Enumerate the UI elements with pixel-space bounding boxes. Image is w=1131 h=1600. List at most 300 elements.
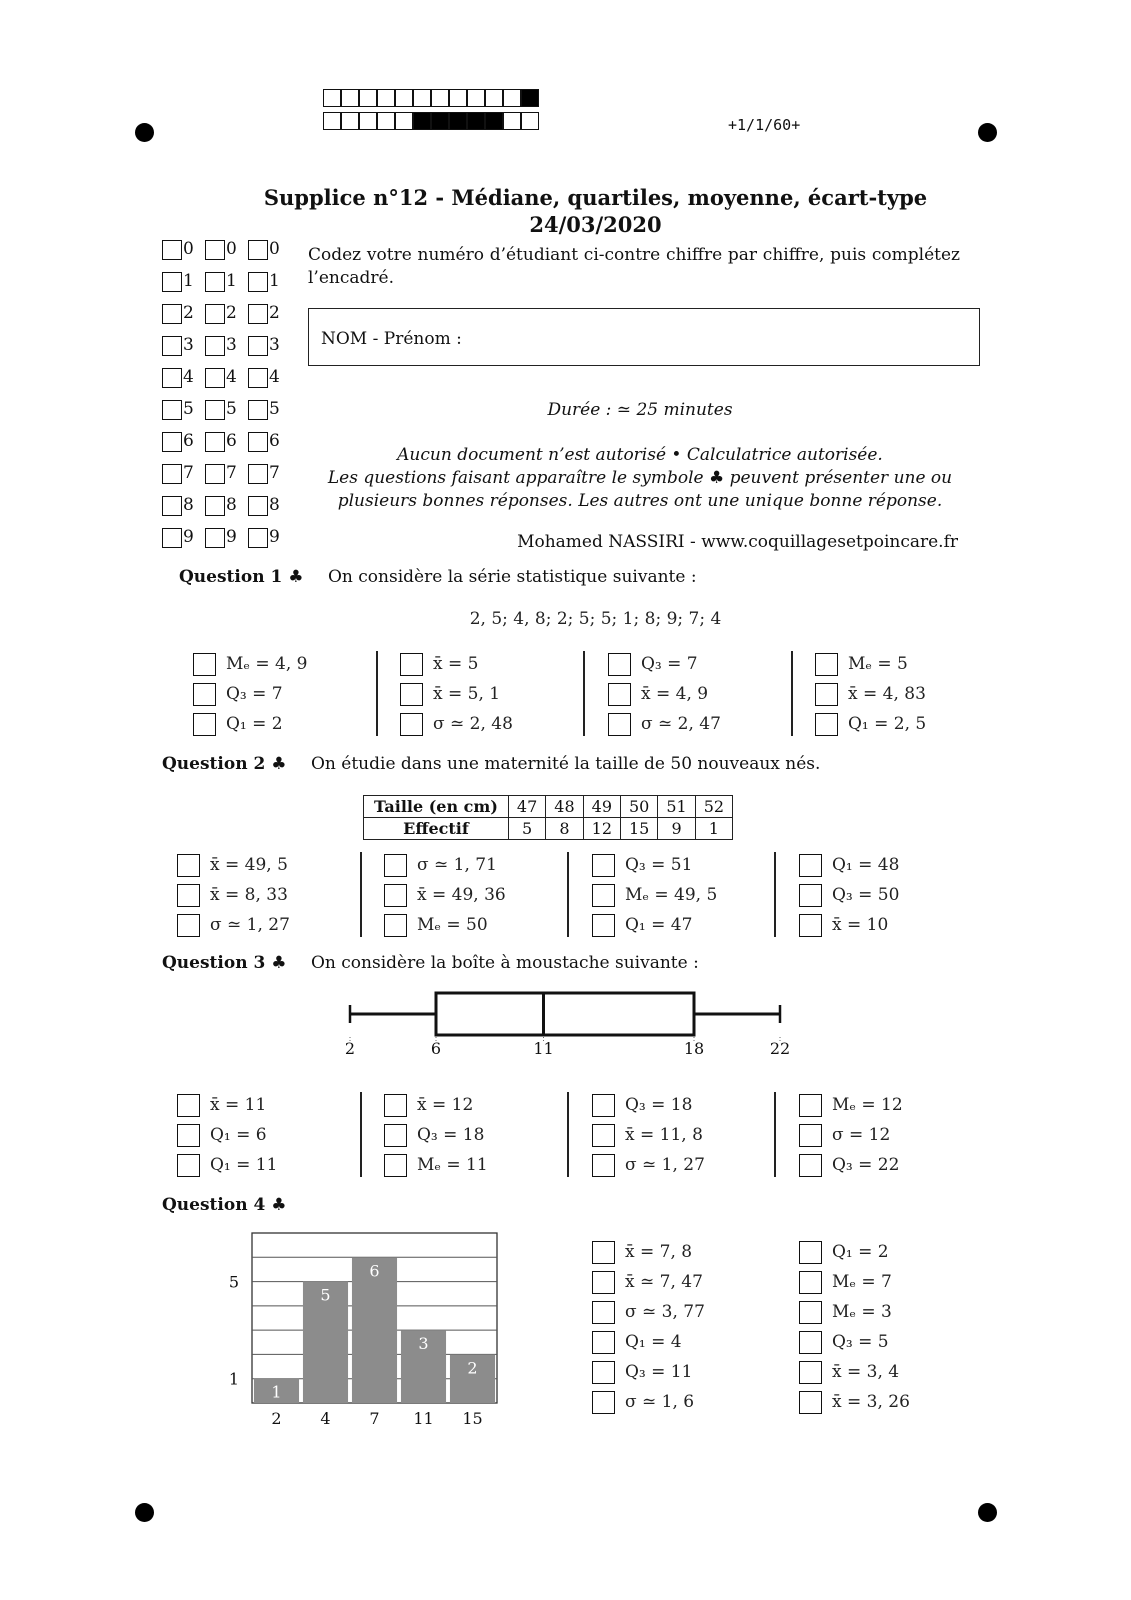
q2-option[interactable] xyxy=(177,912,290,938)
answer-checkbox[interactable] xyxy=(592,914,615,937)
answer-checkbox[interactable] xyxy=(400,653,423,676)
answer-label: x̄ = 4, 9 xyxy=(641,684,709,704)
q2-text: On étudie dans une maternité la taille de 50 nouveaux nés. xyxy=(311,754,821,774)
bar-chart xyxy=(218,1225,508,1430)
digit-label: 0 xyxy=(226,239,237,259)
q3-text: On considère la boîte à moustache suivante : xyxy=(311,953,699,973)
q1-option[interactable] xyxy=(815,651,908,677)
bar-x-tick-label: 15 xyxy=(462,1409,483,1428)
answer-label: Q₃ = 51 xyxy=(625,855,693,875)
q3-column-divider xyxy=(360,1092,362,1177)
digit-checkbox-col2[interactable] xyxy=(205,400,237,422)
answer-checkbox[interactable] xyxy=(193,683,216,706)
rules-line-1: Aucun document n’est autorisé • Calculatrice autorisée. xyxy=(397,445,883,465)
barcode-cell xyxy=(323,89,341,107)
digit-label: 3 xyxy=(269,335,280,355)
answer-label: x̄ = 8, 33 xyxy=(210,885,288,905)
q4-option[interactable] xyxy=(592,1389,694,1415)
checkbox[interactable] xyxy=(248,368,268,388)
q2-option[interactable] xyxy=(799,912,888,938)
bar-y-tick-label: 1 xyxy=(228,1369,240,1389)
q2-table-header: Taille (en cm) xyxy=(364,796,509,818)
answer-checkbox[interactable] xyxy=(799,1271,822,1294)
answer-checkbox[interactable] xyxy=(799,1361,822,1384)
checkbox[interactable] xyxy=(205,464,225,484)
barcode-cell xyxy=(467,89,485,107)
digit-label: 9 xyxy=(183,527,194,547)
q4-option[interactable] xyxy=(592,1269,703,1295)
checkbox[interactable] xyxy=(205,368,225,388)
q4-label: Question 4 ♣ xyxy=(162,1195,287,1215)
q2-option[interactable] xyxy=(177,852,288,878)
digit-label: 9 xyxy=(226,527,237,547)
q2-option[interactable] xyxy=(799,852,899,878)
digit-label: 4 xyxy=(269,367,280,387)
answer-checkbox[interactable] xyxy=(384,854,407,877)
barcode-cell xyxy=(377,89,395,107)
digit-checkbox-col3[interactable] xyxy=(248,528,280,550)
q1-series: 2, 5; 4, 8; 2; 5; 5; 1; 8; 9; 7; 4 xyxy=(469,609,722,629)
checkbox[interactable] xyxy=(162,400,182,420)
bar-data-label: 6 xyxy=(369,1261,380,1281)
q2-option[interactable] xyxy=(592,882,717,908)
q2-table-cell: 15 xyxy=(621,818,658,840)
name-box-label: NOM - Prénom : xyxy=(321,329,462,349)
barcode-cell xyxy=(377,112,395,130)
q2-table-cell: 47 xyxy=(508,796,545,818)
registration-dot-top-left xyxy=(135,123,154,142)
registration-dot-bottom-right xyxy=(978,1503,997,1522)
digit-checkbox-col2[interactable] xyxy=(205,272,237,294)
answer-label: Q₁ = 2, 5 xyxy=(848,714,927,734)
q4-option[interactable] xyxy=(799,1239,889,1265)
digit-label: 7 xyxy=(183,463,194,483)
checkbox[interactable] xyxy=(162,368,182,388)
digit-checkbox-col3[interactable] xyxy=(248,496,280,518)
answer-label: x̄ = 10 xyxy=(832,915,889,935)
answer-label: Mₑ = 12 xyxy=(832,1095,903,1115)
checkbox[interactable] xyxy=(248,464,268,484)
rules-line-3: plusieurs bonnes réponses. Les autres ont une unique bonne réponse. xyxy=(337,491,943,511)
digit-checkbox-col1[interactable] xyxy=(162,528,194,550)
q4-option[interactable] xyxy=(799,1389,910,1415)
q2-table-header: Effectif xyxy=(364,818,509,840)
digit-checkbox-col3[interactable] xyxy=(248,432,280,454)
barcode-cell xyxy=(467,112,485,130)
answer-label: x̄ = 4, 83 xyxy=(848,684,926,704)
digit-checkbox-col1[interactable] xyxy=(162,368,194,390)
answer-checkbox[interactable] xyxy=(193,653,216,676)
q2-label: Question 2 ♣ xyxy=(162,754,287,774)
boxplot-tick-label: 22 xyxy=(769,1039,791,1058)
q2-table-row-count xyxy=(364,818,733,840)
answer-checkbox[interactable] xyxy=(592,1331,615,1354)
bar-x-tick-label: 11 xyxy=(413,1409,434,1428)
digit-label: 5 xyxy=(183,399,194,419)
answer-label: σ ≃ 2, 47 xyxy=(641,714,721,734)
q1-column-divider xyxy=(376,651,378,736)
answer-label: Q₁ = 4 xyxy=(625,1332,682,1352)
answer-label: x̄ = 3, 26 xyxy=(832,1392,910,1412)
answer-checkbox[interactable] xyxy=(799,914,822,937)
answer-checkbox[interactable] xyxy=(592,1301,615,1324)
q2-table-cell: 52 xyxy=(695,796,732,818)
answer-checkbox[interactable] xyxy=(384,1094,407,1117)
answer-checkbox[interactable] xyxy=(799,854,822,877)
answer-checkbox[interactable] xyxy=(400,713,423,736)
answer-label: Mₑ = 7 xyxy=(832,1272,892,1292)
q2-option[interactable] xyxy=(384,852,497,878)
q2-option[interactable] xyxy=(384,912,488,938)
boxplot-tick-label: 2 xyxy=(344,1039,356,1058)
digit-checkbox-col2[interactable] xyxy=(205,528,237,550)
checkbox[interactable] xyxy=(248,496,268,516)
digit-checkbox-col1[interactable] xyxy=(162,496,194,518)
q3-option[interactable] xyxy=(592,1152,705,1178)
checkbox[interactable] xyxy=(162,272,182,292)
q3-label: Question 3 ♣ xyxy=(162,953,287,973)
answer-label: σ ≃ 1, 27 xyxy=(210,915,290,935)
answer-checkbox[interactable] xyxy=(193,713,216,736)
answer-label: x̄ ≃ 7, 47 xyxy=(625,1272,703,1292)
digit-checkbox-col1[interactable] xyxy=(162,432,194,454)
digit-label: 3 xyxy=(183,335,194,355)
digit-checkbox-col2[interactable] xyxy=(205,368,237,390)
checkbox[interactable] xyxy=(205,496,225,516)
answer-label: Q₁ = 47 xyxy=(625,915,693,935)
q2-option[interactable] xyxy=(799,882,899,908)
digit-label: 7 xyxy=(269,463,280,483)
q3-option[interactable] xyxy=(799,1122,890,1148)
q4-option[interactable] xyxy=(799,1299,892,1325)
digit-checkbox-col1[interactable] xyxy=(162,240,194,262)
answer-label: σ ≃ 3, 77 xyxy=(625,1302,705,1322)
bar-y-tick-label: 5 xyxy=(228,1272,240,1292)
answer-label: Q₁ = 48 xyxy=(832,855,900,875)
digit-checkbox-col2[interactable] xyxy=(205,304,237,326)
q2-column-divider xyxy=(774,852,776,937)
q1-option[interactable] xyxy=(608,651,698,677)
answer-label: x̄ = 5, 1 xyxy=(433,684,501,704)
barcode xyxy=(323,89,543,133)
barcode-cell xyxy=(521,89,539,107)
answer-checkbox[interactable] xyxy=(177,884,200,907)
checkbox[interactable] xyxy=(162,432,182,452)
answer-checkbox[interactable] xyxy=(384,914,407,937)
answer-checkbox[interactable] xyxy=(815,683,838,706)
digit-checkbox-col1[interactable] xyxy=(162,400,194,422)
q4-option[interactable] xyxy=(592,1299,705,1325)
answer-checkbox[interactable] xyxy=(799,884,822,907)
answer-checkbox[interactable] xyxy=(592,1241,615,1264)
answer-checkbox[interactable] xyxy=(592,1361,615,1384)
answer-checkbox[interactable] xyxy=(799,1154,822,1177)
answer-checkbox[interactable] xyxy=(608,653,631,676)
digit-label: 4 xyxy=(226,367,237,387)
digit-label: 8 xyxy=(269,495,280,515)
bar-data-label: 2 xyxy=(467,1358,478,1378)
answer-label: x̄ = 49, 36 xyxy=(417,885,506,905)
digit-label: 6 xyxy=(183,431,194,451)
checkbox[interactable] xyxy=(162,464,182,484)
q1-option[interactable] xyxy=(193,711,283,737)
digit-label: 7 xyxy=(226,463,237,483)
digit-checkbox-col2[interactable] xyxy=(205,496,237,518)
barcode-cell xyxy=(359,89,377,107)
q2-column-divider xyxy=(567,852,569,937)
barcode-cell xyxy=(521,112,539,130)
answer-checkbox[interactable] xyxy=(177,1124,200,1147)
answer-checkbox[interactable] xyxy=(592,1124,615,1147)
answer-label: Q₃ = 22 xyxy=(832,1155,900,1175)
digit-label: 6 xyxy=(269,431,280,451)
checkbox[interactable] xyxy=(248,304,268,324)
q1-option[interactable] xyxy=(608,681,708,707)
q2-table xyxy=(363,795,733,840)
checkbox[interactable] xyxy=(162,336,182,356)
answer-checkbox[interactable] xyxy=(177,854,200,877)
answer-checkbox[interactable] xyxy=(592,1391,615,1414)
q1-option[interactable] xyxy=(400,681,500,707)
digit-label: 8 xyxy=(183,495,194,515)
barcode-cell xyxy=(503,112,521,130)
q3-option[interactable] xyxy=(592,1092,692,1118)
answer-checkbox[interactable] xyxy=(592,884,615,907)
answer-label: Q₃ = 5 xyxy=(832,1332,889,1352)
answer-label: x̄ = 49, 5 xyxy=(210,855,288,875)
boxplot-tick-label: 6 xyxy=(430,1039,442,1058)
q4-option[interactable] xyxy=(592,1239,692,1265)
answer-checkbox[interactable] xyxy=(400,683,423,706)
answer-label: x̄ = 7, 8 xyxy=(625,1242,693,1262)
q2-table-cell: 49 xyxy=(583,796,620,818)
answer-label: Q₃ = 18 xyxy=(417,1125,485,1145)
digit-label: 6 xyxy=(226,431,237,451)
checkbox[interactable] xyxy=(248,528,268,548)
checkbox[interactable] xyxy=(162,496,182,516)
bar-x-tick-label: 2 xyxy=(271,1409,282,1428)
checkbox[interactable] xyxy=(205,432,225,452)
checkbox[interactable] xyxy=(205,272,225,292)
q1-column-divider xyxy=(583,651,585,736)
digit-label: 8 xyxy=(226,495,237,515)
q3-option[interactable] xyxy=(177,1092,266,1118)
q1-text: On considère la série statistique suivante : xyxy=(328,567,697,587)
answer-checkbox[interactable] xyxy=(799,1331,822,1354)
q1-label: Question 1 ♣ xyxy=(179,567,304,587)
answer-label: Q₁ = 6 xyxy=(210,1125,267,1145)
answer-label: Q₁ = 2 xyxy=(226,714,283,734)
page-date: 24/03/2020 xyxy=(529,212,662,237)
q3-option[interactable] xyxy=(592,1122,703,1148)
answer-label: Q₃ = 18 xyxy=(625,1095,693,1115)
author-line: Mohamed NASSIRI - www.coquillagesetpoincare.fr xyxy=(517,532,958,552)
digit-label: 9 xyxy=(269,527,280,547)
q1-column-divider xyxy=(791,651,793,736)
q4-option[interactable] xyxy=(592,1359,692,1385)
q1-option[interactable] xyxy=(193,651,307,677)
checkbox[interactable] xyxy=(248,336,268,356)
q3-option[interactable] xyxy=(799,1092,903,1118)
bar-x-tick-label: 4 xyxy=(320,1409,331,1428)
checkbox[interactable] xyxy=(248,400,268,420)
answer-label: Mₑ = 50 xyxy=(417,915,488,935)
checkbox[interactable] xyxy=(162,240,182,260)
answer-checkbox[interactable] xyxy=(177,1154,200,1177)
answer-label: Mₑ = 49, 5 xyxy=(625,885,718,905)
q2-table-cell: 48 xyxy=(546,796,583,818)
q2-table-row-size xyxy=(364,796,733,818)
digit-checkbox-col3[interactable] xyxy=(248,464,280,486)
barcode-cell xyxy=(359,112,377,130)
q4-option[interactable] xyxy=(799,1359,899,1385)
checkbox[interactable] xyxy=(205,240,225,260)
digit-label: 2 xyxy=(183,303,194,323)
q2-table-cell: 51 xyxy=(658,796,695,818)
digit-checkbox-col1[interactable] xyxy=(162,304,194,326)
checkbox[interactable] xyxy=(248,272,268,292)
page-code: +1/1/60+ xyxy=(728,116,801,134)
barcode-cell xyxy=(485,89,503,107)
q3-option[interactable] xyxy=(384,1092,473,1118)
digit-checkbox-col3[interactable] xyxy=(248,336,280,358)
answer-checkbox[interactable] xyxy=(799,1241,822,1264)
q2-table-cell: 5 xyxy=(508,818,545,840)
q1-option[interactable] xyxy=(400,651,478,677)
barcode-cell xyxy=(449,112,467,130)
boxplot-chart xyxy=(330,978,800,1058)
checkbox[interactable] xyxy=(248,432,268,452)
digit-label: 2 xyxy=(269,303,280,323)
name-box[interactable] xyxy=(308,308,980,366)
q3-column-divider xyxy=(774,1092,776,1177)
barcode-cell xyxy=(341,89,359,107)
digit-checkbox-col3[interactable] xyxy=(248,400,280,422)
answer-label: Q₁ = 2 xyxy=(832,1242,889,1262)
answer-checkbox[interactable] xyxy=(384,1124,407,1147)
checkbox[interactable] xyxy=(205,528,225,548)
answer-checkbox[interactable] xyxy=(815,653,838,676)
checkbox[interactable] xyxy=(205,400,225,420)
bar-data-label: 5 xyxy=(320,1285,331,1305)
answer-checkbox[interactable] xyxy=(592,1271,615,1294)
answer-checkbox[interactable] xyxy=(799,1124,822,1147)
answer-label: Mₑ = 5 xyxy=(848,654,908,674)
answer-checkbox[interactable] xyxy=(799,1094,822,1117)
q3-option[interactable] xyxy=(384,1152,488,1178)
bar-data-label: 1 xyxy=(271,1382,282,1402)
answer-label: σ ≃ 1, 27 xyxy=(625,1155,705,1175)
answer-checkbox[interactable] xyxy=(592,1154,615,1177)
answer-label: Q₃ = 11 xyxy=(625,1362,693,1382)
barcode-cell xyxy=(413,112,431,130)
barcode-cell xyxy=(431,112,449,130)
checkbox[interactable] xyxy=(162,304,182,324)
digit-checkbox-col3[interactable] xyxy=(248,368,280,390)
q2-option[interactable] xyxy=(592,912,692,938)
answer-checkbox[interactable] xyxy=(608,683,631,706)
answer-label: x̄ = 11 xyxy=(210,1095,267,1115)
checkbox[interactable] xyxy=(162,528,182,548)
answer-label: Q₃ = 7 xyxy=(641,654,698,674)
digit-checkbox-col3[interactable] xyxy=(248,272,280,294)
barcode-cell xyxy=(503,89,521,107)
answer-label: x̄ = 11, 8 xyxy=(625,1125,703,1145)
checkbox[interactable] xyxy=(248,240,268,260)
answer-checkbox[interactable] xyxy=(592,854,615,877)
answer-label: Q₃ = 50 xyxy=(832,885,900,905)
q4-option[interactable] xyxy=(799,1329,889,1355)
q3-option[interactable] xyxy=(177,1122,267,1148)
q1-option[interactable] xyxy=(608,711,721,737)
instructions-text: Codez votre numéro d’étudiant ci-contre chiffre par chiffre, puis complétez l’encadré. xyxy=(308,245,960,288)
q1-option[interactable] xyxy=(815,681,926,707)
q3-column-divider xyxy=(567,1092,569,1177)
q2-option[interactable] xyxy=(177,882,288,908)
checkbox[interactable] xyxy=(205,336,225,356)
answer-label: Q₃ = 7 xyxy=(226,684,283,704)
digit-label: 5 xyxy=(269,399,280,419)
q2-table-cell: 9 xyxy=(658,818,695,840)
digit-checkbox-col2[interactable] xyxy=(205,240,237,262)
answer-label: x̄ = 12 xyxy=(417,1095,474,1115)
registration-dot-top-right xyxy=(978,123,997,142)
barcode-cell xyxy=(431,89,449,107)
boxplot-tick-label: 18 xyxy=(683,1039,705,1058)
q2-table-cell: 8 xyxy=(546,818,583,840)
q2-option[interactable] xyxy=(592,852,692,878)
digit-checkbox-col3[interactable] xyxy=(248,240,280,262)
digit-checkbox-col1[interactable] xyxy=(162,336,194,358)
barcode-cell xyxy=(395,112,413,130)
rules-line-2: Les questions faisant apparaître le symbole ♣ peuvent présenter une ou xyxy=(327,468,953,488)
answer-checkbox[interactable] xyxy=(384,884,407,907)
answer-checkbox[interactable] xyxy=(799,1391,822,1414)
q1-option[interactable] xyxy=(193,681,283,707)
q3-option[interactable] xyxy=(799,1152,899,1178)
q4-option[interactable] xyxy=(592,1329,682,1355)
answer-checkbox[interactable] xyxy=(177,1094,200,1117)
digit-checkbox-col3[interactable] xyxy=(248,304,280,326)
barcode-cell xyxy=(341,112,359,130)
registration-dot-bottom-left xyxy=(135,1503,154,1522)
answer-checkbox[interactable] xyxy=(799,1301,822,1324)
q1-option[interactable] xyxy=(400,711,513,737)
digit-checkbox-col2[interactable] xyxy=(205,432,237,454)
q1-option[interactable] xyxy=(815,711,926,737)
answer-checkbox[interactable] xyxy=(608,713,631,736)
digit-checkbox-col2[interactable] xyxy=(205,336,237,358)
answer-label: σ ≃ 2, 48 xyxy=(433,714,513,734)
digit-checkbox-col1[interactable] xyxy=(162,272,194,294)
q4-option[interactable] xyxy=(799,1269,892,1295)
q3-option[interactable] xyxy=(384,1122,484,1148)
answer-checkbox[interactable] xyxy=(384,1154,407,1177)
digit-label: 2 xyxy=(226,303,237,323)
digit-checkbox-col2[interactable] xyxy=(205,464,237,486)
answer-label: σ = 12 xyxy=(832,1125,891,1145)
answer-checkbox[interactable] xyxy=(815,713,838,736)
digit-checkbox-col1[interactable] xyxy=(162,464,194,486)
answer-label: x̄ = 3, 4 xyxy=(832,1362,900,1382)
q2-option[interactable] xyxy=(384,882,506,908)
barcode-cell xyxy=(413,89,431,107)
q3-option[interactable] xyxy=(177,1152,277,1178)
answer-checkbox[interactable] xyxy=(177,914,200,937)
checkbox[interactable] xyxy=(205,304,225,324)
digit-label: 4 xyxy=(183,367,194,387)
answer-checkbox[interactable] xyxy=(592,1094,615,1117)
